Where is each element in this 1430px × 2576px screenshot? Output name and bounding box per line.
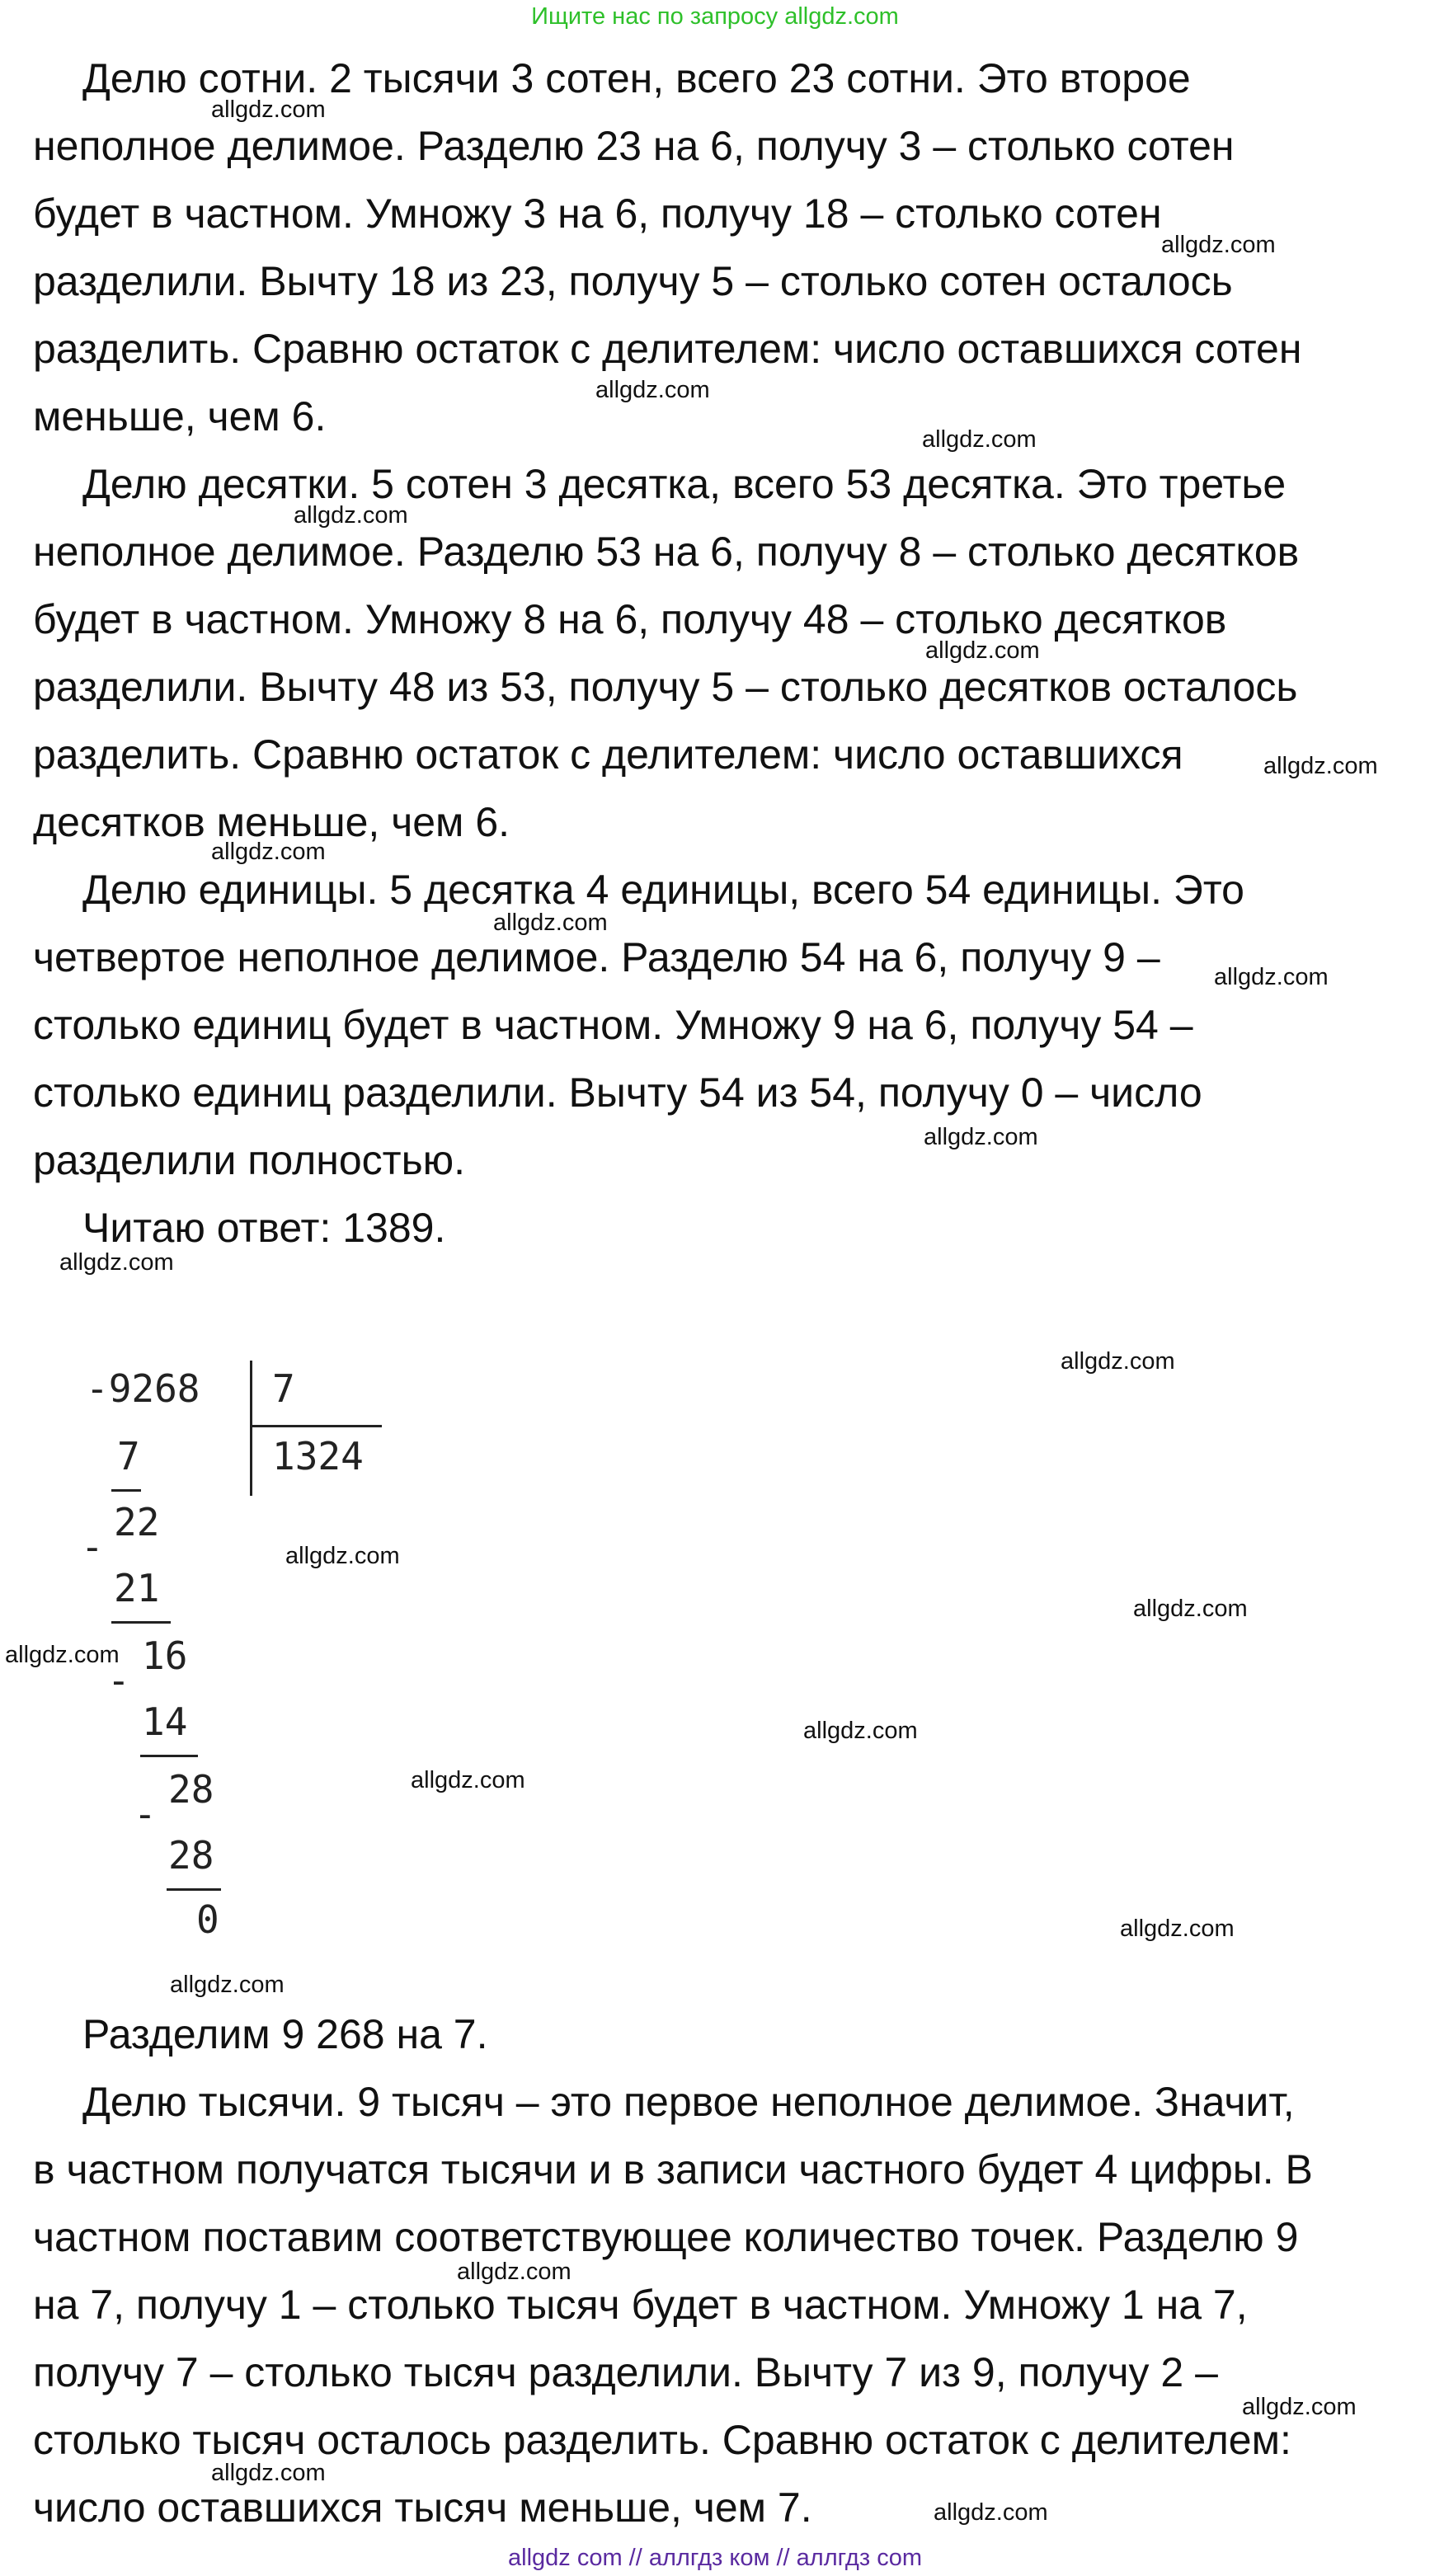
text-line: частном поставим соответствующее количество точек. Разделю 9: [33, 2214, 1299, 2260]
text-line: на 7, получу 1 – столько тысяч будет в частном. Умножу 1 на 7,: [33, 2282, 1248, 2328]
paragraph-answer: [33, 1194, 1402, 1262]
watermark: allgdz.com: [1214, 964, 1329, 990]
footer-links: allgdz com // аллгдз ком // аллгдз com: [508, 2545, 922, 2571]
watermark: allgdz.com: [1133, 1596, 1248, 1622]
division-minus: -: [134, 1792, 157, 1836]
division-step: 22: [114, 1500, 160, 1544]
text-line: неполное делимое. Разделю 23 на 6, получу 3 – столько сотен: [33, 123, 1235, 169]
division-horizontal-rule: [250, 1425, 382, 1427]
division-step: 14: [142, 1699, 188, 1744]
watermark: allgdz.com: [803, 1718, 918, 1744]
division-underline: [111, 1489, 141, 1492]
text-line: Делю сотни. 2 тысячи 3 сотен, всего 23 сотни. Это второе: [82, 55, 1191, 101]
text-line: Делю единицы. 5 десятка 4 единицы, всего 54 единицы. Это: [82, 867, 1244, 913]
division-vertical-rule: [250, 1361, 252, 1496]
watermark: allgdz.com: [1161, 232, 1276, 258]
watermark: allgdz.com: [1242, 2394, 1357, 2420]
division-underline: [140, 1755, 198, 1757]
text-line: Делю тысячи. 9 тысяч – это первое неполное делимое. Значит,: [82, 2079, 1295, 2125]
text-line: разделили. Вычту 18 из 23, получу 5 – столько сотен осталось: [33, 258, 1233, 304]
division-step: 21: [114, 1566, 160, 1610]
text-line: будет в частном. Умножу 3 на 6, получу 18 – столько сотен: [33, 190, 1162, 237]
watermark: allgdz.com: [925, 637, 1040, 664]
paragraph-units: [33, 856, 1402, 1194]
watermark: allgdz.com: [595, 377, 710, 403]
text-line: меньше, чем 6.: [33, 393, 327, 440]
watermark: allgdz.com: [457, 2259, 572, 2285]
watermark: allgdz.com: [170, 1972, 285, 1998]
division-underline: [167, 1888, 221, 1891]
division-step: 16: [142, 1634, 188, 1678]
division-step: 28: [168, 1833, 214, 1878]
division-divisor: 7: [272, 1366, 295, 1411]
watermark: allgdz.com: [211, 2460, 326, 2486]
watermark: allgdz.com: [285, 1543, 400, 1569]
division-minus: -: [107, 1658, 130, 1703]
watermark: allgdz.com: [294, 502, 408, 529]
division-step: 0: [196, 1897, 219, 1942]
watermark: allgdz.com: [1120, 1916, 1235, 1942]
watermark: allgdz.com: [411, 1767, 525, 1793]
text-line: Читаю ответ: 1389.: [82, 1205, 446, 1251]
watermark: allgdz.com: [211, 839, 326, 865]
watermark: allgdz.com: [1061, 1348, 1175, 1375]
watermark: allgdz.com: [1263, 753, 1378, 779]
text-line: четвертое неполное делимое. Разделю 54 на 6, получу 9 –: [33, 934, 1160, 980]
text-line: неполное делимое. Разделю 53 на 6, получу 8 – столько десятков: [33, 529, 1300, 575]
division-minus: -: [81, 1525, 104, 1569]
division-dividend: -9268: [86, 1366, 200, 1411]
text-line: число оставшихся тысяч меньше, чем 7.: [33, 2484, 812, 2531]
paragraph-tens: [33, 450, 1402, 856]
division-underline: [111, 1621, 171, 1624]
watermark: allgdz.com: [924, 1124, 1038, 1150]
watermark: allgdz.com: [934, 2499, 1048, 2526]
watermark: allgdz.com: [59, 1249, 174, 1276]
watermark: allgdz.com: [5, 1642, 120, 1668]
watermark: allgdz.com: [211, 96, 326, 123]
text-line: Делю десятки. 5 сотен 3 десятка, всего 53 десятка. Это третье: [82, 461, 1287, 507]
text-line: Разделим 9 268 на 7.: [82, 2011, 488, 2057]
text-line: разделить. Сравню остаток с делителем: число оставшихся: [33, 731, 1183, 778]
text-line: столько единиц будет в частном. Умножу 9 на 6, получу 54 –: [33, 1002, 1193, 1048]
text-line: будет в частном. Умножу 8 на 6, получу 48 – столько десятков: [33, 596, 1227, 642]
text-line: столько тысяч осталось разделить. Сравню остаток с делителем:: [33, 2417, 1291, 2463]
watermark: allgdz.com: [922, 426, 1037, 453]
text-line: разделили. Вычту 48 из 53, получу 5 – столько десятков осталось: [33, 664, 1298, 710]
text-line: десятков меньше, чем 6.: [33, 799, 510, 845]
division-step: 28: [168, 1767, 214, 1812]
top-banner: Ищите нас по запросу allgdz.com: [531, 3, 899, 30]
text-line: в частном получатся тысячи и в записи частного будет 4 цифры. В: [33, 2146, 1313, 2193]
text-line: столько единиц разделили. Вычту 54 из 54, получу 0 – число: [33, 1069, 1202, 1116]
text-line: разделили полностью.: [33, 1137, 466, 1183]
division-step: 7: [117, 1434, 140, 1478]
text-line: разделить. Сравню остаток с делителем: число оставшихся сотен: [33, 326, 1302, 372]
paragraph-divide-statement: [33, 2000, 1402, 2068]
watermark: allgdz.com: [493, 910, 608, 936]
division-quotient: 1324: [272, 1434, 364, 1478]
text-line: получу 7 – столько тысяч разделили. Вычту 7 из 9, получу 2 –: [33, 2349, 1218, 2395]
